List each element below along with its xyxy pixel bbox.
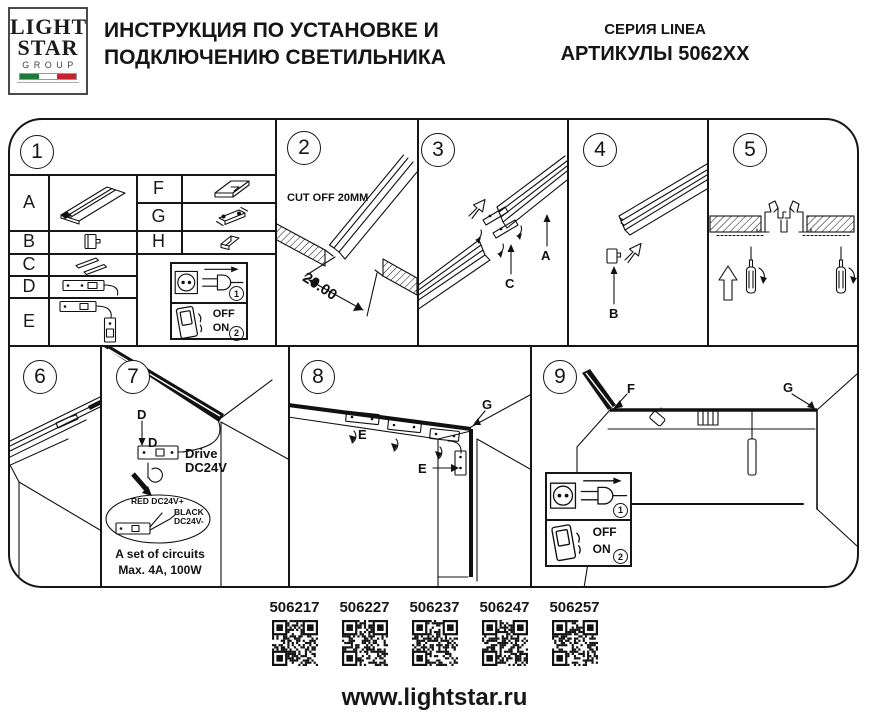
logo-group: GROUP — [22, 60, 78, 70]
switch-icon — [172, 304, 205, 342]
off-label: OFF — [212, 308, 235, 321]
qr-code-row — [0, 599, 869, 671]
off-label: OFF — [592, 524, 617, 539]
part-key-E: E — [22, 310, 35, 331]
logo-star: STAR — [17, 35, 79, 60]
part-key-C: C — [22, 253, 36, 274]
italian-flag-icon — [19, 73, 77, 80]
step-number: 1 — [613, 503, 628, 518]
qr-item — [470, 599, 540, 671]
panel-number: 8 — [301, 360, 335, 394]
on-label: ON — [212, 322, 230, 335]
label-C: C — [505, 276, 515, 291]
panel-number: 1 — [20, 135, 54, 169]
qr-item — [400, 599, 470, 671]
qr-item — [260, 599, 330, 671]
panel-2-cutoff — [275, 120, 417, 345]
circuits-label-1: A set of circuits — [115, 547, 205, 561]
article-code: 506227 — [339, 599, 390, 616]
part-H-cap-icon — [181, 230, 275, 253]
switch-icon — [547, 521, 584, 566]
qr-code — [482, 620, 528, 666]
part-F-corner-icon — [181, 174, 275, 202]
logo-underline — [17, 82, 79, 83]
website-url: www.lightstar.ru — [341, 684, 528, 711]
part-A-profile-icon — [48, 174, 136, 230]
qr-code — [552, 620, 598, 666]
panel-number: 7 — [116, 360, 150, 394]
panel-7-driver — [100, 347, 288, 586]
title-line-1: ИНСТРУКЦИЯ ПО УСТАНОВКЕ И — [104, 19, 439, 42]
qr-code — [342, 620, 388, 666]
part-key-H: H — [152, 231, 165, 251]
qr-item — [540, 599, 610, 671]
switch-step — [172, 304, 246, 342]
part-key-D: D — [22, 275, 36, 296]
diagram-box — [8, 118, 859, 588]
label-G: G — [783, 380, 794, 395]
table-line — [136, 253, 275, 255]
black-wire-label-2: DC24V- — [174, 516, 204, 526]
drive-label-1: Drive — [185, 446, 218, 461]
plug-step — [172, 264, 246, 304]
panel-6-installed — [10, 347, 100, 586]
label-G: G — [482, 397, 493, 412]
switch-step — [547, 521, 630, 566]
panel-number: 6 — [23, 360, 57, 394]
cut-off-label: CUT OFF 20MM — [287, 192, 369, 204]
panel-9-room — [530, 347, 857, 586]
part-key-B: B — [22, 231, 35, 251]
logo-light: LIGHT — [10, 14, 88, 39]
article-code: 506247 — [479, 599, 530, 616]
panel-3-join — [417, 120, 567, 345]
article-code: 506217 — [269, 599, 320, 616]
plug-step — [547, 474, 630, 521]
panel-1-parts — [10, 120, 275, 345]
part-C-connectors-icon — [48, 253, 136, 275]
part-key-F: F — [153, 177, 164, 198]
red-wire-label: RED DC24V+ — [131, 496, 184, 506]
step-number: 2 — [229, 326, 244, 341]
label-B: B — [609, 306, 619, 321]
part-G-clip-icon — [181, 202, 275, 230]
part-B-endcap-icon — [48, 230, 136, 253]
black-wire-label-1: BLACK — [174, 507, 204, 517]
label-F: F — [627, 381, 635, 396]
step-number: 1 — [229, 286, 244, 301]
part-key-A: A — [22, 191, 35, 212]
panel-8-soffit — [288, 347, 530, 586]
article-code: 506257 — [549, 599, 600, 616]
on-label: ON — [592, 541, 611, 556]
qr-item — [330, 599, 400, 671]
page-title — [104, 17, 484, 71]
label-D2: D — [148, 435, 158, 450]
series-name: СЕРИЯ LINEA — [604, 21, 706, 38]
part-D-driver-icon — [48, 275, 136, 297]
part-key-G: G — [151, 205, 166, 226]
power-steps-box — [545, 472, 632, 567]
panel-number: 2 — [287, 131, 321, 165]
panel-4-endcap — [567, 120, 707, 345]
label-E2: E — [418, 461, 427, 476]
lightstar-logo — [8, 7, 88, 95]
label-E1: E — [358, 427, 367, 442]
panel-5-mounting — [707, 120, 857, 345]
series-block — [540, 21, 770, 66]
qr-code — [272, 620, 318, 666]
circuits-label-2: Max. 4A, 100W — [118, 563, 202, 577]
articles: АРТИКУЛЫ 5062XX — [560, 43, 750, 65]
qr-code — [412, 620, 458, 666]
part-E-driver-set-icon — [48, 297, 136, 345]
power-steps-box — [170, 262, 248, 340]
article-code: 506237 — [409, 599, 460, 616]
panel-number: 5 — [733, 133, 767, 167]
label-D: D — [137, 407, 147, 422]
panel-number: 3 — [421, 133, 455, 167]
panel-number: 9 — [543, 360, 577, 394]
label-A: A — [541, 248, 551, 263]
panel-number: 4 — [583, 133, 617, 167]
section-diagram — [707, 120, 857, 345]
step-number: 2 — [613, 549, 628, 564]
title-line-2: ПОДКЛЮЧЕНИЮ СВЕТИЛЬНИКА — [104, 46, 446, 69]
dimension-label: 20.00 — [299, 269, 341, 304]
drive-label-2: DC24V — [185, 460, 227, 475]
